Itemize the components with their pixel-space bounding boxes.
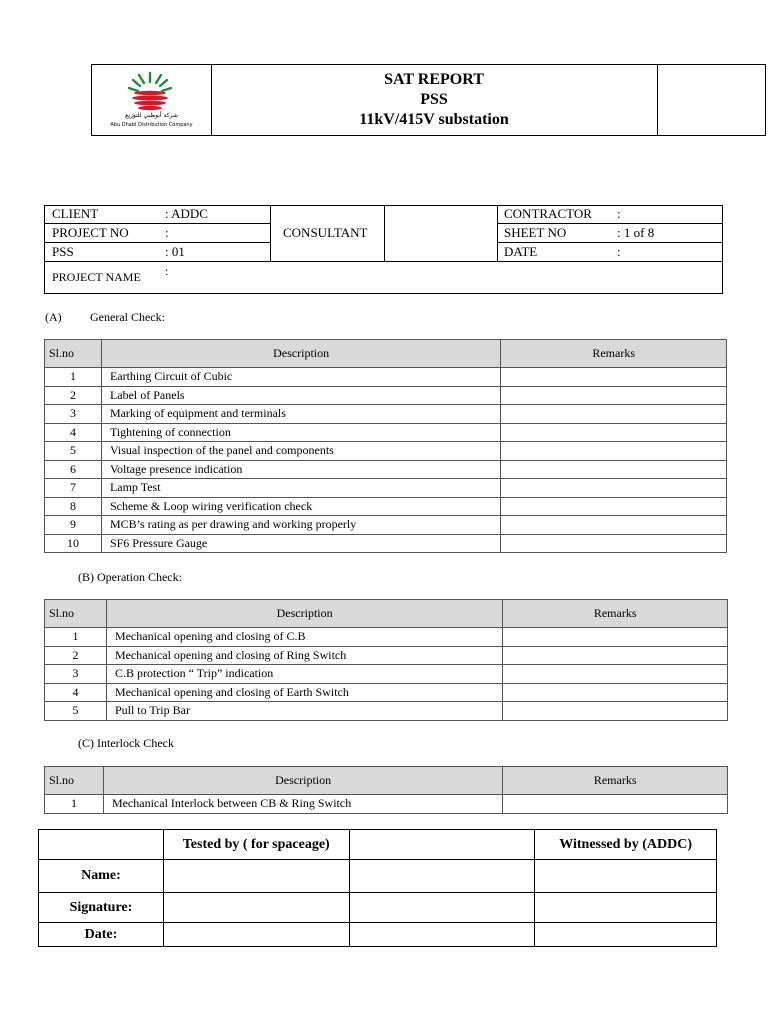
date-value: : (617, 244, 621, 259)
table-row (45, 405, 727, 424)
sheet-no-value: : 1 of 8 (617, 225, 655, 240)
tested-signature-field[interactable] (163, 893, 349, 923)
table-row (45, 646, 728, 665)
row-remarks[interactable] (501, 497, 727, 516)
project-name-value: : (165, 264, 169, 278)
witness-date-field[interactable] (535, 923, 717, 947)
table-row (45, 479, 727, 498)
row-description: Tightening of connection (101, 423, 500, 442)
row-remarks[interactable] (501, 534, 727, 553)
tested-by-header: Tested by ( for spaceage) (163, 830, 349, 860)
logo-cell (92, 65, 212, 135)
blank-signature-field[interactable] (349, 893, 535, 923)
sheet-no-label: SHEET NO (504, 225, 567, 240)
row-description: Mechanical Interlock between CB & Ring Switch (103, 795, 502, 814)
report-header (91, 64, 766, 136)
row-description: Voltage presence indication (101, 460, 500, 479)
row-number: 5 (45, 702, 107, 721)
row-description: SF6 Pressure Gauge (101, 534, 500, 553)
table-row (45, 423, 727, 442)
table-row (45, 460, 727, 479)
col-header-slno: Sl.no (45, 600, 107, 628)
row-description: Marking of equipment and terminals (101, 405, 500, 424)
general-check-table (44, 339, 727, 553)
table-row (45, 516, 727, 535)
col-header-remarks: Remarks (501, 340, 727, 368)
row-description: Lamp Test (101, 479, 500, 498)
row-remarks[interactable] (503, 795, 728, 814)
section-c-title: (C) Interlock Check (78, 736, 174, 750)
pss-value: : 01 (165, 244, 185, 259)
row-description: MCB’s rating as per drawing and working properly (101, 516, 500, 535)
row-description: Mechanical opening and closing of C.B (106, 628, 502, 647)
witness-name-field[interactable] (535, 860, 717, 893)
col-header-remarks: Remarks (503, 600, 728, 628)
signature-table (38, 829, 717, 947)
row-number: 4 (45, 683, 107, 702)
sig-blank-header (349, 830, 535, 860)
row-number: 1 (45, 368, 102, 387)
row-remarks[interactable] (501, 386, 727, 405)
row-description: Mechanical opening and closing of Earth Switch (106, 683, 502, 702)
report-title (211, 65, 658, 135)
section-a-title: General Check: (90, 310, 165, 324)
row-number: 6 (45, 460, 102, 479)
consultant-label: CONSULTANT (283, 225, 368, 240)
row-description: Scheme & Loop wiring verification check (101, 497, 500, 516)
blank-date-field[interactable] (349, 923, 535, 947)
tested-date-field[interactable] (163, 923, 349, 947)
row-description: Pull to Trip Bar (106, 702, 502, 721)
date-label-sig: Date: (39, 923, 164, 947)
project-info-table (44, 205, 723, 294)
table-row (45, 795, 728, 814)
col-header-description: Description (101, 340, 500, 368)
row-number: 3 (45, 405, 102, 424)
row-number: 2 (45, 646, 107, 665)
project-no-label: PROJECT NO (52, 225, 129, 240)
table-row (45, 386, 727, 405)
pss-label: PSS (52, 244, 74, 259)
tested-name-field[interactable] (163, 860, 349, 893)
row-number: 3 (45, 665, 107, 684)
report-title-line-3: 11kV/415V substation (359, 111, 509, 128)
row-number: 9 (45, 516, 102, 535)
row-description: Earthing Circuit of Cubic (101, 368, 500, 387)
row-number: 2 (45, 386, 102, 405)
project-no-value: : (165, 225, 169, 240)
report-title-line-2: PSS (420, 91, 448, 108)
col-header-slno: Sl.no (45, 340, 102, 368)
row-remarks[interactable] (501, 442, 727, 461)
row-remarks[interactable] (503, 628, 728, 647)
project-name-label: PROJECT NAME (52, 270, 141, 284)
row-number: 1 (45, 628, 107, 647)
contractor-label: CONTRACTOR (504, 206, 592, 221)
client-value: : ADDC (165, 206, 208, 221)
row-number: 4 (45, 423, 102, 442)
row-remarks[interactable] (503, 683, 728, 702)
col-header-description: Description (106, 600, 502, 628)
name-label: Name: (39, 860, 164, 893)
table-row (45, 534, 727, 553)
row-remarks[interactable] (503, 646, 728, 665)
logo-english-text: Abu Dhabi Distribution Company (110, 122, 193, 128)
table-row (45, 628, 728, 647)
row-remarks[interactable] (501, 368, 727, 387)
col-header-remarks: Remarks (503, 767, 728, 795)
table-row (45, 368, 727, 387)
row-remarks[interactable] (501, 516, 727, 535)
col-header-description: Description (103, 767, 502, 795)
row-description: Visual inspection of the panel and components (101, 442, 500, 461)
row-description: Mechanical opening and closing of Ring Switch (106, 646, 502, 665)
row-number: 5 (45, 442, 102, 461)
witnessed-by-header: Witnessed by (ADDC) (535, 830, 717, 860)
date-label: DATE (504, 244, 538, 259)
contractor-value: : (617, 206, 621, 221)
addc-logo-icon (120, 71, 180, 113)
table-row (45, 683, 728, 702)
table-row (45, 702, 728, 721)
row-number: 8 (45, 497, 102, 516)
row-remarks[interactable] (501, 479, 727, 498)
signature-label: Signature: (39, 893, 164, 923)
sig-corner-cell (39, 830, 164, 860)
row-description: Label of Panels (101, 386, 500, 405)
operation-check-table (44, 599, 728, 721)
table-row (45, 442, 727, 461)
row-remarks[interactable] (501, 405, 727, 424)
row-remarks[interactable] (501, 460, 727, 479)
row-remarks[interactable] (503, 702, 728, 721)
logo-arabic-text: شركة أبوظبي للتوزيع (125, 112, 178, 119)
col-header-slno: Sl.no (45, 767, 104, 795)
interlock-check-table (44, 766, 728, 814)
table-row (45, 665, 728, 684)
section-a-prefix: (A) (45, 310, 62, 324)
witness-signature-field[interactable] (535, 893, 717, 923)
table-row (45, 497, 727, 516)
row-number: 7 (45, 479, 102, 498)
report-title-line-1: SAT REPORT (384, 71, 484, 88)
blank-name-field[interactable] (349, 860, 535, 893)
row-number: 1 (45, 795, 104, 814)
section-b-title: (B) Operation Check: (78, 570, 182, 584)
row-number: 10 (45, 534, 102, 553)
row-description: C.B protection “ Trip” indication (106, 665, 502, 684)
client-label: CLIENT (52, 206, 99, 221)
row-remarks[interactable] (501, 423, 727, 442)
row-remarks[interactable] (503, 665, 728, 684)
